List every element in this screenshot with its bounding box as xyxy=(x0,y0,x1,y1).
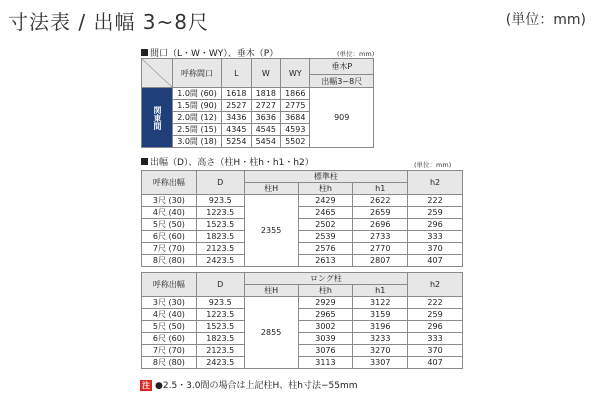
cell-h: 3002 xyxy=(298,321,353,333)
cell-D: 923.5 xyxy=(196,297,244,309)
cell-h: 2929 xyxy=(298,297,353,309)
cell-D: 1823.5 xyxy=(196,231,244,243)
cell-D: 1223.5 xyxy=(196,309,244,321)
cell-W: 1818 xyxy=(251,88,280,100)
unit-label: (単位：mm) xyxy=(505,12,586,28)
table-row xyxy=(142,231,463,243)
cell-W: 3636 xyxy=(251,112,280,124)
col-group-header: ロング柱 xyxy=(244,273,407,285)
col-header-h2: h2 xyxy=(408,171,463,195)
section2-unit: (単位：mm) xyxy=(414,161,452,169)
col-header-h1: h1 xyxy=(353,285,408,297)
cell-h: 3039 xyxy=(298,333,353,345)
cell-h1: 2622 xyxy=(353,195,408,207)
col-header-h: 柱h xyxy=(298,285,353,297)
cell-W: 5454 xyxy=(251,136,280,148)
corner-cell xyxy=(142,59,173,88)
cell-h1: 3307 xyxy=(353,357,408,369)
cell-h: 2539 xyxy=(298,231,353,243)
cell-h1: 2770 xyxy=(353,243,408,255)
cell-W: 4545 xyxy=(251,124,280,136)
cell-D: 2123.5 xyxy=(196,243,244,255)
frontage-table xyxy=(141,58,374,148)
cell-h: 3113 xyxy=(298,357,353,369)
note-badge: 注 xyxy=(142,381,150,390)
section2-label: 出幅（D）、高さ（柱H・柱h・h1・h2） xyxy=(141,155,314,168)
cell-h1: 2659 xyxy=(353,207,408,219)
cell-WY: 4593 xyxy=(281,124,310,136)
cell-D: 1823.5 xyxy=(196,333,244,345)
col-header-L: L xyxy=(222,59,251,88)
cell-WY: 1866 xyxy=(281,88,310,100)
cell-h: 2465 xyxy=(298,207,353,219)
col-header-h: 柱h xyxy=(298,183,353,195)
cell-rafter-p: 909 xyxy=(310,88,374,148)
row-name: 4尺 (40) xyxy=(142,207,197,219)
table-row xyxy=(142,357,463,369)
row-name: 3尺 (30) xyxy=(142,195,197,207)
cell-L: 5254 xyxy=(222,136,251,148)
square-bullet-icon xyxy=(141,49,148,56)
table-row xyxy=(142,345,463,357)
row-name: 8尺 (80) xyxy=(142,357,197,369)
cell-h: 2613 xyxy=(298,255,353,267)
cell-h2: 222 xyxy=(408,297,463,309)
cell-h: 3076 xyxy=(298,345,353,357)
cell-column-H: 2355 xyxy=(244,195,298,267)
note-text: ●2.5・3.0間の場合は上記柱H、柱h寸法−55mm xyxy=(155,381,358,391)
cell-L: 4345 xyxy=(222,124,251,136)
col-header-H: 柱H xyxy=(244,285,298,297)
square-bullet-icon xyxy=(141,158,148,165)
height-table-standard xyxy=(141,170,463,267)
cell-D: 2423.5 xyxy=(196,357,244,369)
cell-h2: 296 xyxy=(408,321,463,333)
row-name: 1.0間 (60) xyxy=(173,88,222,100)
footnote xyxy=(140,378,357,391)
cell-h1: 3122 xyxy=(353,297,408,309)
cell-h: 2576 xyxy=(298,243,353,255)
height-table-long xyxy=(141,272,463,369)
cell-column-H: 2855 xyxy=(244,297,298,369)
cell-h2: 370 xyxy=(408,345,463,357)
cell-h1: 2807 xyxy=(353,255,408,267)
table-row xyxy=(142,207,463,219)
row-name: 5尺 (50) xyxy=(142,219,197,231)
col-header-projection: 呼称出幅 xyxy=(142,273,197,297)
cell-WY: 3684 xyxy=(281,112,310,124)
table-row xyxy=(142,309,463,321)
cell-D: 1223.5 xyxy=(196,207,244,219)
cell-h2: 407 xyxy=(408,357,463,369)
table-row xyxy=(142,88,374,100)
col-header-h2: h2 xyxy=(408,273,463,297)
cell-D: 1523.5 xyxy=(196,321,244,333)
table-row xyxy=(142,219,463,231)
row-name: 6尺 (60) xyxy=(142,231,197,243)
row-name: 3尺 (30) xyxy=(142,297,197,309)
col-header-WY: WY xyxy=(281,59,310,88)
cell-h1: 3270 xyxy=(353,345,408,357)
row-name: 2.5間 (15) xyxy=(173,124,222,136)
col-header-projection: 呼称出幅 xyxy=(142,171,197,195)
row-name: 7尺 (70) xyxy=(142,345,197,357)
cell-h1: 3233 xyxy=(353,333,408,345)
cell-D: 1523.5 xyxy=(196,219,244,231)
row-name: 3.0間 (18) xyxy=(173,136,222,148)
cell-h2: 222 xyxy=(408,195,463,207)
col-header-frontage: 呼称間口 xyxy=(173,59,222,88)
cell-h2: 333 xyxy=(408,231,463,243)
cell-h1: 3159 xyxy=(353,309,408,321)
col-header-D: D xyxy=(196,171,244,195)
cell-h2: 259 xyxy=(408,207,463,219)
cell-h1: 3196 xyxy=(353,321,408,333)
cell-h2: 370 xyxy=(408,243,463,255)
cell-h: 2965 xyxy=(298,309,353,321)
cell-D: 2423.5 xyxy=(196,255,244,267)
col-group-header: 標準柱 xyxy=(244,171,407,183)
cell-WY: 2775 xyxy=(281,100,310,112)
cell-h2: 333 xyxy=(408,333,463,345)
cell-h: 2502 xyxy=(298,219,353,231)
col-subheader-rafter: 出幅3~8尺 xyxy=(310,75,374,88)
row-name: 7尺 (70) xyxy=(142,243,197,255)
section1-unit: (単位：mm) xyxy=(337,50,375,58)
col-header-H: 柱H xyxy=(244,183,298,195)
section1-label: 間口（L・W・WY）、垂木（P） xyxy=(141,46,278,59)
cell-W: 2727 xyxy=(251,100,280,112)
row-name: 4尺 (40) xyxy=(142,309,197,321)
cell-h: 2429 xyxy=(298,195,353,207)
cell-h1: 2733 xyxy=(353,231,408,243)
cell-L: 1618 xyxy=(222,88,251,100)
cell-D: 2123.5 xyxy=(196,345,244,357)
table-row xyxy=(142,333,463,345)
cell-h1: 2696 xyxy=(353,219,408,231)
col-header-h1: h1 xyxy=(353,183,408,195)
row-name: 2.0間 (12) xyxy=(173,112,222,124)
row-name: 1.5間 (90) xyxy=(173,100,222,112)
cell-h2: 259 xyxy=(408,309,463,321)
col-header-W: W xyxy=(251,59,280,88)
row-name: 5尺 (50) xyxy=(142,321,197,333)
cell-WY: 5502 xyxy=(281,136,310,148)
row-name: 8尺 (80) xyxy=(142,255,197,267)
table-row xyxy=(142,297,463,309)
row-name: 6尺 (60) xyxy=(142,333,197,345)
cell-D: 923.5 xyxy=(196,195,244,207)
cell-L: 3436 xyxy=(222,112,251,124)
cell-L: 2527 xyxy=(222,100,251,112)
cell-h2: 407 xyxy=(408,255,463,267)
table-row xyxy=(142,195,463,207)
cell-h2: 296 xyxy=(408,219,463,231)
side-label-kanto: 関東間 xyxy=(142,88,173,148)
table-row xyxy=(142,321,463,333)
col-header-D: D xyxy=(196,273,244,297)
page-title: 寸法表 / 出幅 3~8尺 xyxy=(8,10,210,34)
table-row xyxy=(142,255,463,267)
col-header-rafter: 垂木P xyxy=(310,59,374,75)
table-row xyxy=(142,243,463,255)
